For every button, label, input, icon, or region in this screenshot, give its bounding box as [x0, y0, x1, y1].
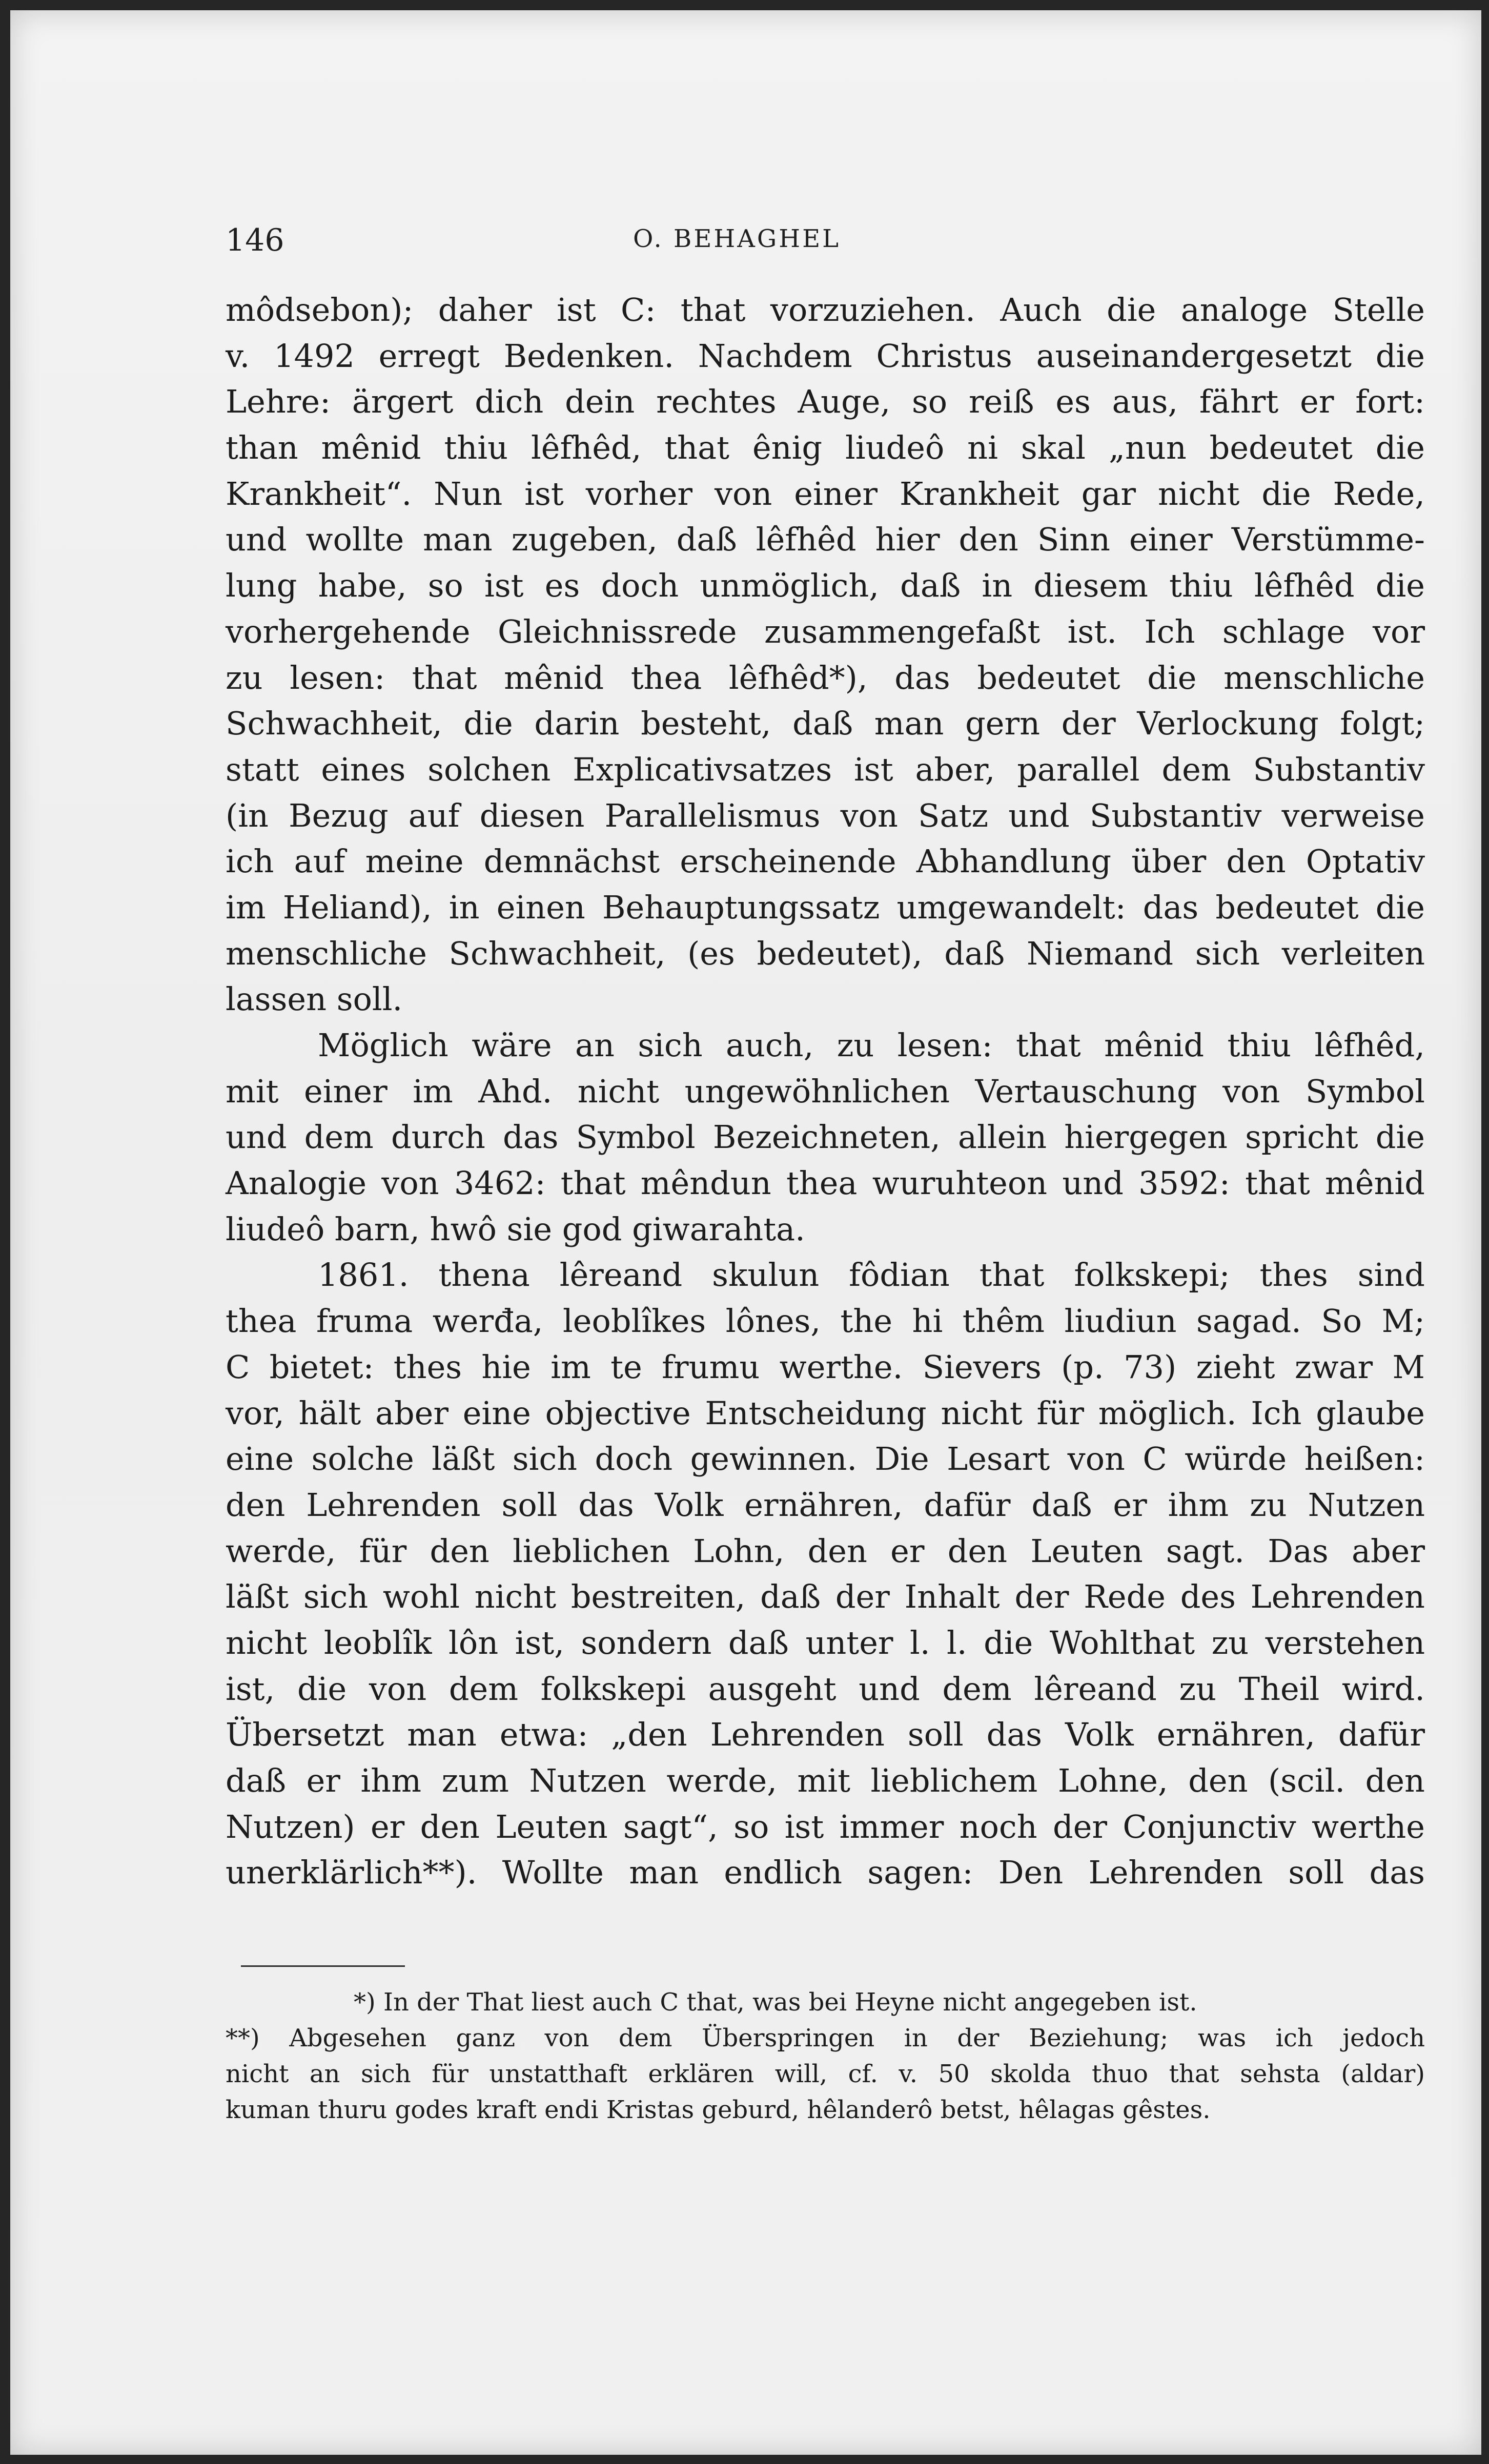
text-line: thea fruma werđa, leoblîkes lônes, the hi thêm liudiun sagad. So M; [226, 1302, 1425, 1340]
page-number: 146 [226, 222, 284, 258]
text-line: lung habe, so ist es doch unmöglich, daß in diesem thiu lêfhêd die [226, 567, 1425, 605]
text-line: môdsebon); daher ist C: that vorzuziehen. Auch die analoge Stelle [226, 291, 1425, 328]
text-line: und wollte man zugeben, daß lêfhêd hier den Sinn einer Verstümme- [226, 521, 1425, 559]
text-line: lassen soll. [226, 980, 403, 1018]
text-line: (in Bezug auf diesen Parallelismus von Satz und Substantiv verweise [226, 796, 1425, 834]
running-head [226, 222, 1248, 263]
text-line: vorhergehende Gleichnissrede zusammengefaßt ist. Ich schlage vor [226, 612, 1425, 650]
footnote-line: nicht an sich für unstatthaft erklären will, cf. v. 50 skolda thuo that sehsta (aldar) [226, 2060, 1425, 2088]
text-line: eine solche läßt sich doch gewinnen. Die Lesart von C würde heißen: [226, 1440, 1425, 1478]
text-line: Schwachheit, die darin besteht, daß man gern der Verlockung folgt; [226, 705, 1425, 743]
text-line: läßt sich wohl nicht bestreiten, daß der Inhalt der Rede des Lehrenden [226, 1578, 1425, 1616]
text-line: 1861. thena lêreand skulun fôdian that folkskepi; thes sind [318, 1256, 1425, 1294]
text-line: than mênid thiu lêfhêd, that ênig liudeô ni skal „nun bedeutet die [226, 429, 1425, 467]
text-line: Möglich wäre an sich auch, zu lesen: that mênid thiu lêfhêd, [318, 1026, 1425, 1064]
text-line: unerklärlich**). Wollte man endlich sagen: Den Lehrenden soll das [226, 1854, 1425, 1892]
text-line: im Heliand), in einen Behauptungssatz umgewandelt: das bedeutet die [226, 888, 1425, 926]
text-line: Krankheit“. Nun ist vorher von einer Krankheit gar nicht die Rede, [226, 475, 1425, 512]
text-line: C bietet: thes hie im te frumu werthe. Sievers (p. 73) zieht zwar M [226, 1348, 1425, 1386]
footnote-line: *) In der That liest auch C that, was bei Heyne nicht angegeben ist. [354, 1988, 1197, 2017]
text-line: daß er ihm zum Nutzen werde, mit lieblichem Lohne, den (scil. den [226, 1762, 1425, 1799]
footnote-line: **) Abgesehen ganz von dem Überspringen in der Beziehung; was ich jedoch [226, 2024, 1425, 2052]
footnote-divider [241, 1965, 405, 1967]
text-line: Lehre: ärgert dich dein rechtes Auge, so reiß es aus, fährt er fort: [226, 383, 1425, 421]
text-line: Nutzen) er den Leuten sagt“, so ist immer noch der Conjunctiv werthe [226, 1808, 1425, 1845]
running-title: O. BEHAGHEL [633, 224, 841, 253]
text-line: werde, für den lieblichen Lohn, den er den Leuten sagt. Das aber [226, 1532, 1425, 1570]
text-line: vor, hält aber eine objective Entscheidung nicht für möglich. Ich glaube [226, 1394, 1425, 1432]
text-line: v. 1492 erregt Bedenken. Nachdem Christus auseinandergesetzt die [226, 337, 1425, 375]
text-line: zu lesen: that mênid thea lêfhêd*), das bedeutet die menschliche [226, 659, 1425, 696]
footnotes [226, 1984, 1425, 2128]
text-line: Übersetzt man etwa: „den Lehrenden soll das Volk ernähren, dafür [226, 1716, 1425, 1754]
text-line: liudeô barn, hwô sie god giwarahta. [226, 1210, 805, 1248]
text-line: Analogie von 3462: that mêndun thea wuruhteon und 3592: that mênid [226, 1164, 1425, 1202]
text-line: und dem durch das Symbol Bezeichneten, allein hiergegen spricht die [226, 1118, 1425, 1156]
text-line: mit einer im Ahd. nicht ungewöhnlichen Vertauschung von Symbol [226, 1072, 1425, 1110]
text-line: menschliche Schwachheit, (es bedeutet), daß Niemand sich verleiten [226, 934, 1425, 972]
text-line: statt eines solchen Explicativsatzes ist aber, parallel dem Substantiv [226, 750, 1425, 788]
main-text [226, 287, 1425, 1896]
text-line: den Lehrenden soll das Volk ernähren, dafür daß er ihm zu Nutzen [226, 1486, 1425, 1524]
text-line: nicht leoblîk lôn ist, sondern daß unter l. l. die Wohlthat zu verstehen [226, 1624, 1425, 1661]
text-line: ist, die von dem folkskepi ausgeht und dem lêreand zu Theil wird. [226, 1670, 1425, 1708]
text-line: ich auf meine demnächst erscheinende Abhandlung über den Optativ [226, 843, 1425, 880]
footnote-line: kuman thuru godes kraft endi Kristas geburd, hêlanderô betst, hêlagas gêstes. [226, 2096, 1211, 2124]
